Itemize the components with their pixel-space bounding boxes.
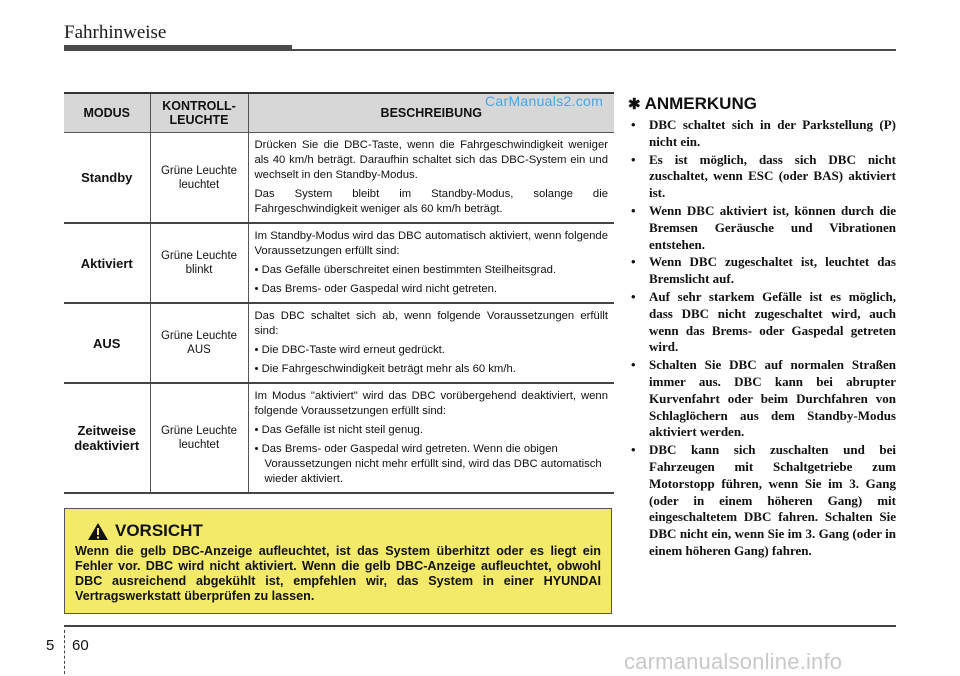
description-text: • Das Gefälle ist nicht steil genug.: [254, 424, 423, 436]
indicator-cell: Grüne Leuchte leuchtet: [150, 133, 248, 224]
note-item: [628, 289, 896, 356]
description-text: Im Modus "aktiviert" wird das DBC vorübergehend deaktiviert, wenn folgende Voraussetzungen erfüllt sind:: [254, 390, 608, 417]
caution-header: [87, 521, 601, 541]
bullet-icon: •: [631, 202, 636, 218]
note-item: [628, 152, 896, 202]
description-block: [249, 133, 615, 222]
description-cell: [248, 133, 614, 224]
footer-watermark-site: carmanualsonline.info: [624, 649, 843, 674]
page-number: 60: [72, 637, 89, 654]
note-title: ANMERKUNG: [644, 94, 757, 113]
mode-cell: AUS: [64, 303, 150, 383]
description-text: • Das Brems- oder Gaspedal wird nicht getreten.: [254, 283, 498, 295]
description-block: [249, 384, 615, 492]
description-text: • Die DBC-Taste wird erneut gedrückt.: [254, 344, 445, 356]
indicator-cell: Grüne Leuchte leuchtet: [150, 383, 248, 493]
description-cell: [248, 303, 614, 383]
bullet-icon: •: [631, 357, 636, 373]
chapter-number: 5: [46, 637, 55, 654]
description-block: [249, 224, 615, 302]
table-row: [64, 133, 614, 224]
description-text: • Das Gefälle überschreitet einen bestimmten Steilheitsgrad.: [254, 264, 557, 276]
note-item-text: Auf sehr starkem Gefälle ist es möglich, dass DBC nicht zugeschaltet wird, auch wenn das Brems- oder Gaspedal getreten wird.: [649, 288, 896, 355]
description-text: Das System bleibt im Standby-Modus, solange die Fahrgeschwindigkeit weniger als 60 km/h beträgt.: [254, 188, 608, 215]
note-item-text: Wenn DBC zugeschaltet ist, leuchtet das Bremslicht auf.: [649, 254, 896, 287]
footer-divider: [64, 630, 65, 674]
caution-box: [64, 508, 612, 614]
caution-body: Wenn die gelb DBC-Anzeige aufleuchtet, ist das System überhitzt oder es liegt ein Fehler vor. DBC wird nicht aktiviert. Wenn die gelb DBC-Anzeige aufleuchtet, obwohl DBC ausreichend abgekühlt ist, empfehlen wir, das System in einer HYUNDAI Vertragswerkstatt überprüfen zu lassen.: [75, 544, 601, 603]
caution-title: VORSICHT: [115, 521, 203, 540]
dbc-mode-table-wrap: [64, 92, 614, 494]
description-text: • Das Brems- oder Gaspedal wird getreten. Wenn die obigen Voraussetzungen nicht mehr erfüllt sind, wird das DBC automatisch wieder aktiviert.: [254, 443, 602, 485]
mode-cell: Zeitweise deaktiviert: [64, 383, 150, 493]
note-item: [628, 117, 896, 151]
bullet-icon: •: [631, 151, 636, 167]
bullet-icon: •: [631, 442, 636, 458]
note-item: [628, 203, 896, 253]
indicator-cell: Grüne Leuchte AUS: [150, 303, 248, 383]
bullet-icon: •: [631, 254, 636, 270]
description-cell: [248, 223, 614, 303]
watermark-carmanuals2: CarManuals2.com: [485, 93, 604, 109]
description-text: Drücken Sie die DBC-Taste, wenn die Fahrgeschwindigkeit weniger als 40 km/h beträgt. Daraufhin schaltet sich das DBC-System ein und wechselt in den Standby-Modus.: [254, 139, 608, 181]
table-row: [64, 303, 614, 383]
note-header: [628, 94, 896, 114]
note-list: [628, 117, 896, 560]
footer-rule: [64, 625, 896, 627]
header-rule-thick: [64, 45, 292, 51]
table-row: [64, 383, 614, 493]
note-item: [628, 254, 896, 288]
warning-triangle-icon: [87, 522, 109, 541]
note-section: [628, 94, 896, 561]
description-block: [249, 304, 615, 382]
header-rule-thin: [292, 49, 896, 51]
asterisk-icon: ✱: [628, 96, 641, 113]
description-text: • Die Fahrgeschwindigkeit beträgt mehr als 60 km/h.: [254, 363, 516, 375]
note-item: [628, 357, 896, 441]
note-item-text: Wenn DBC aktiviert ist, können durch die Bremsen Geräusche und Vibrationen entstehen.: [649, 202, 896, 252]
dbc-mode-table: [64, 92, 614, 494]
mode-cell: Standby: [64, 133, 150, 224]
column-header-beschreibung: BESCHREIBUNG: [248, 93, 614, 133]
page-header-title: Fahrhinweise: [64, 22, 167, 43]
bullet-icon: •: [631, 288, 636, 304]
table-row: [64, 223, 614, 303]
mode-cell: Aktiviert: [64, 223, 150, 303]
note-item: [628, 442, 896, 560]
indicator-cell: Grüne Leuchte blinkt: [150, 223, 248, 303]
description-text: Im Standby-Modus wird das DBC automatisch aktiviert, wenn folgende Voraussetzungen erfüllt sind:: [254, 230, 608, 257]
note-item-text: DBC schaltet sich in der Parkstellung (P) nicht ein.: [649, 117, 896, 149]
column-header-modus: MODUS: [64, 93, 150, 133]
note-item-text: DBC kann sich zuschalten und bei Fahrzeugen mit Schaltgetriebe zum Motorstopp führen, wenn Sie im 3. Gang (oder in einem höheren Gang) mit eingeschaltetem DBC fahren. Schalten Sie DBC nicht ein, wenn Sie im 3. Gang (oder in einem höheren Gang) fahren.: [649, 442, 896, 558]
description-text: Das DBC schaltet sich ab, wenn folgende Voraussetzungen erfüllt sind:: [254, 310, 608, 337]
bullet-icon: •: [631, 117, 636, 132]
column-header-kontrollleuchte: KONTROLL- LEUCHTE: [150, 93, 248, 133]
description-cell: [248, 383, 614, 493]
note-item-text: Es ist möglich, dass sich DBC nicht zuschaltet, wenn ESC (oder BAS) aktiviert ist.: [649, 151, 896, 201]
note-item-text: Schalten Sie DBC auf normalen Straßen immer aus. DBC kann bei abrupter Kurvenfahrt oder beim Durchfahren von Schlaglöchern aus dem Standby-Modus aktiviert werden.: [649, 357, 896, 440]
